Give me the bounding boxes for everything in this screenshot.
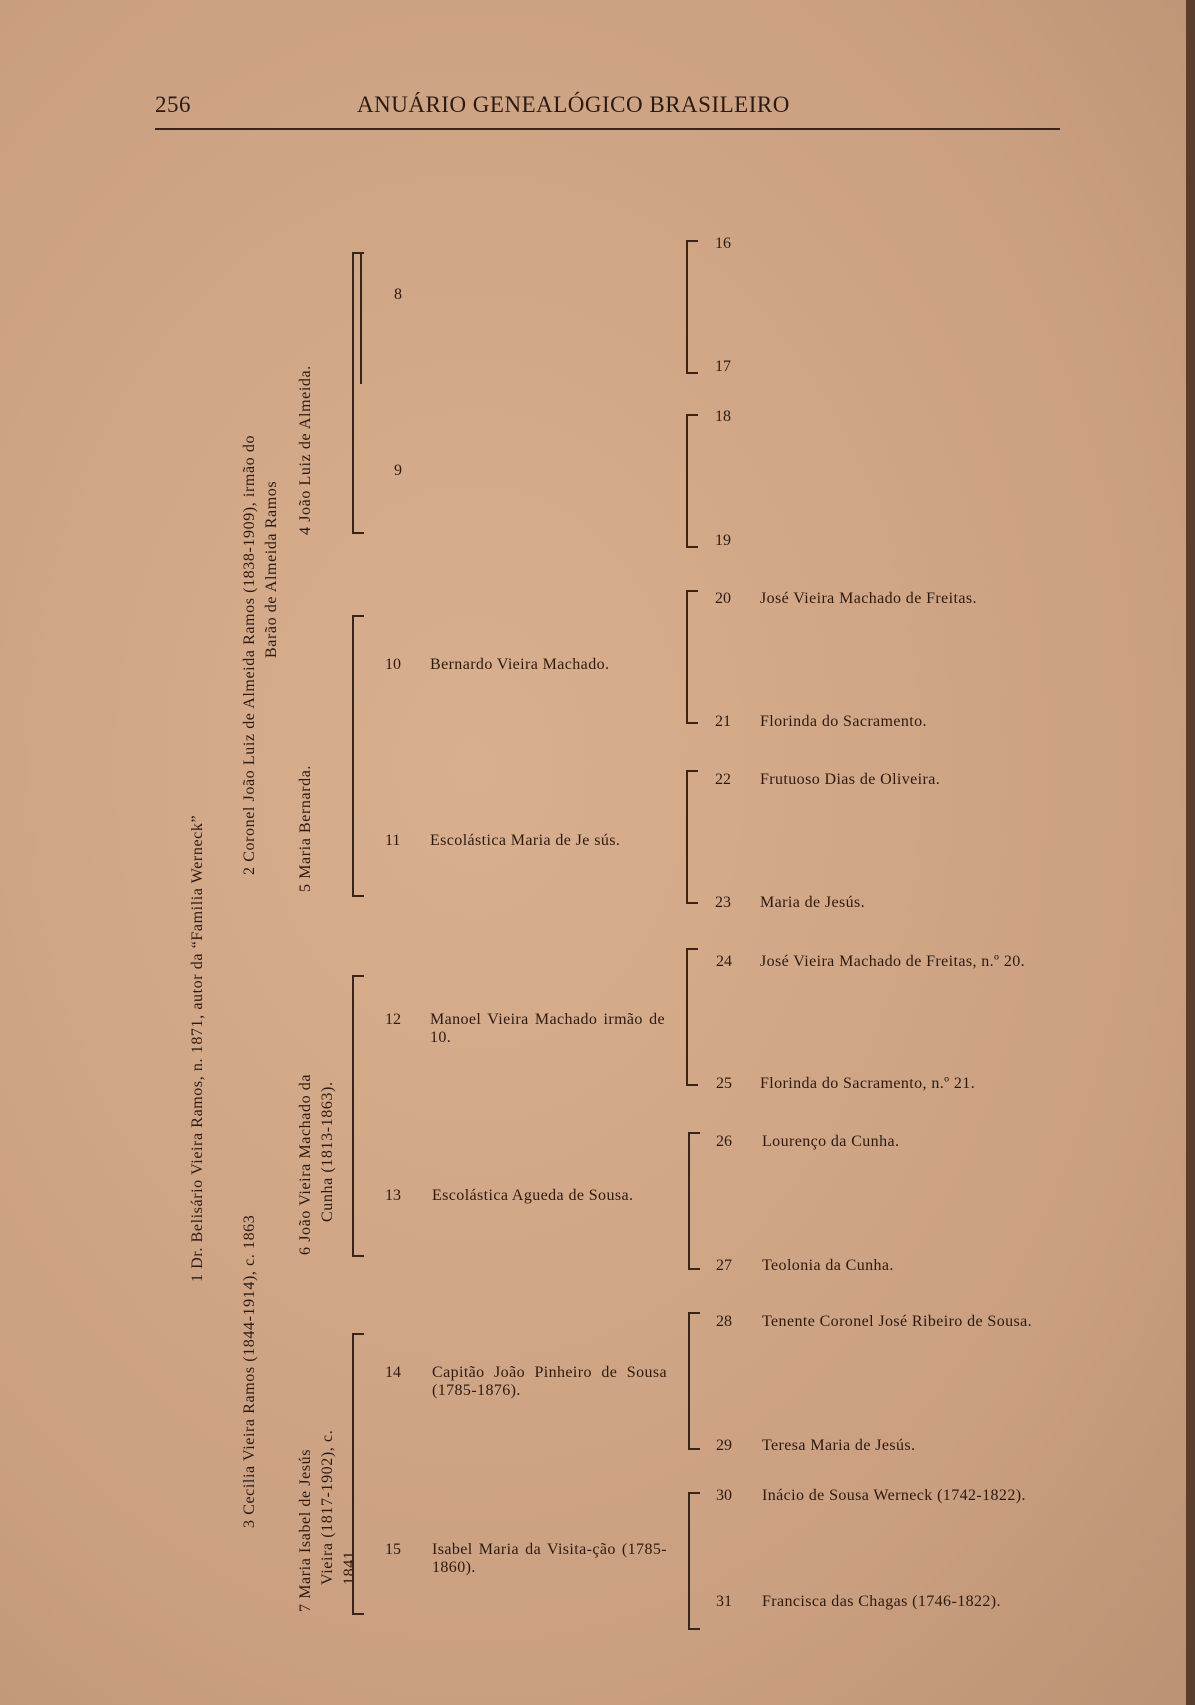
entry-26: Lourenço da Cunha. (762, 1133, 900, 1150)
bracket-9 (686, 414, 698, 548)
num-19: 19 (715, 532, 731, 549)
num-20: 20 (715, 590, 731, 607)
entry-11: Escolástica Maria de Je sús. (430, 832, 621, 849)
bracket-6 (352, 975, 364, 1257)
num-18: 18 (715, 408, 731, 425)
entry-28: Tenente Coronel José Ribeiro de Sousa. (762, 1313, 1033, 1330)
num-30: 30 (716, 1487, 732, 1504)
entry-3-cecilia: 3 Cecilia Vieira Ramos (1844-1914), c. 1863 (241, 1214, 258, 1528)
num-9: 9 (394, 462, 402, 479)
entry-25: Florinda do Sacramento, n.º 21. (760, 1075, 976, 1092)
entry-14: Capitão João Pinheiro de Sousa (1785-1876). (432, 1364, 667, 1399)
num-23: 23 (715, 894, 731, 911)
num-22: 22 (715, 771, 731, 788)
entry-20: José Vieira Machado de Freitas. (760, 590, 977, 607)
num-27: 27 (716, 1257, 732, 1274)
num-14: 14 (385, 1364, 401, 1381)
bracket-10 (686, 590, 698, 724)
entry-4-joao-luiz: 4 João Luiz de Almeida. (297, 365, 314, 535)
num-28: 28 (716, 1313, 732, 1330)
num-25: 25 (716, 1075, 732, 1092)
entry-7-line2: Vieira (1817-1902), c. (319, 1429, 336, 1585)
bracket-15 (688, 1492, 700, 1630)
entry-13: Escolástica Agueda de Sousa. (432, 1187, 634, 1204)
bracket-14 (688, 1312, 700, 1450)
entry-22: Frutuoso Dias de Oliveira. (760, 771, 941, 788)
num-16: 16 (715, 235, 731, 252)
num-24: 24 (716, 953, 732, 970)
entry-15: Isabel Maria da Visita-ção (1785-1860). (432, 1541, 667, 1576)
entry-6-line1: 6 João Vieira Machado da (297, 1073, 314, 1255)
num-8: 8 (394, 286, 402, 303)
entry-1-belisario: 1 Dr. Belisário Vieira Ramos, n. 1871, autor da “Familia Werneck” (189, 814, 206, 1282)
entry-12: Manoel Vieira Machado irmão de 10. (430, 1011, 665, 1046)
bracket-7 (352, 1333, 364, 1615)
num-11: 11 (385, 832, 401, 849)
running-title: ANUÁRIO GENEALÓGICO BRASILEIRO (357, 92, 790, 117)
entry-2-line1: 2 Coronel João Luiz de Almeida Ramos (1838-1909), irmão do (241, 434, 258, 875)
bracket-11 (686, 770, 698, 904)
num-13: 13 (385, 1187, 401, 1204)
num-21: 21 (715, 713, 731, 730)
bracket-12 (686, 948, 698, 1086)
bracket-13 (688, 1132, 700, 1270)
entry-21: Florinda do Sacramento. (760, 713, 927, 730)
entry-24: José Vieira Machado de Freitas, n.º 20. (760, 953, 1026, 970)
num-17: 17 (715, 358, 731, 375)
entry-31: Francisca das Chagas (1746-1822). (762, 1593, 1001, 1610)
num-15: 15 (385, 1541, 401, 1558)
entry-5-maria-bernarda: 5 Maria Bernarda. (297, 764, 314, 892)
num-12: 12 (385, 1011, 401, 1028)
bracket-4 (352, 252, 364, 534)
entry-23: Maria de Jesús. (760, 894, 866, 911)
num-31: 31 (716, 1593, 732, 1610)
bracket-8 (686, 240, 698, 374)
entry-7-line3: 1841. (341, 1546, 358, 1585)
entry-2-line2: Barão de Almeida Ramos (263, 480, 280, 658)
num-10: 10 (385, 656, 401, 673)
entry-6-line2: Cunha (1813-1863). (319, 1081, 336, 1222)
entry-10: Bernardo Vieira Machado. (430, 656, 610, 673)
entry-30: Inácio de Sousa Werneck (1742-1822). (762, 1487, 1026, 1504)
page-number: 256 (155, 92, 191, 117)
entry-27: Teolonia da Cunha. (762, 1257, 894, 1274)
bracket-5 (352, 615, 364, 897)
entry-7-line1: 7 Maria Isabel de Jesús (297, 1448, 314, 1612)
header-rule (155, 128, 1060, 130)
num-29: 29 (716, 1437, 732, 1454)
num-26: 26 (716, 1133, 732, 1150)
entry-29: Teresa Maria de Jesús. (762, 1437, 916, 1454)
